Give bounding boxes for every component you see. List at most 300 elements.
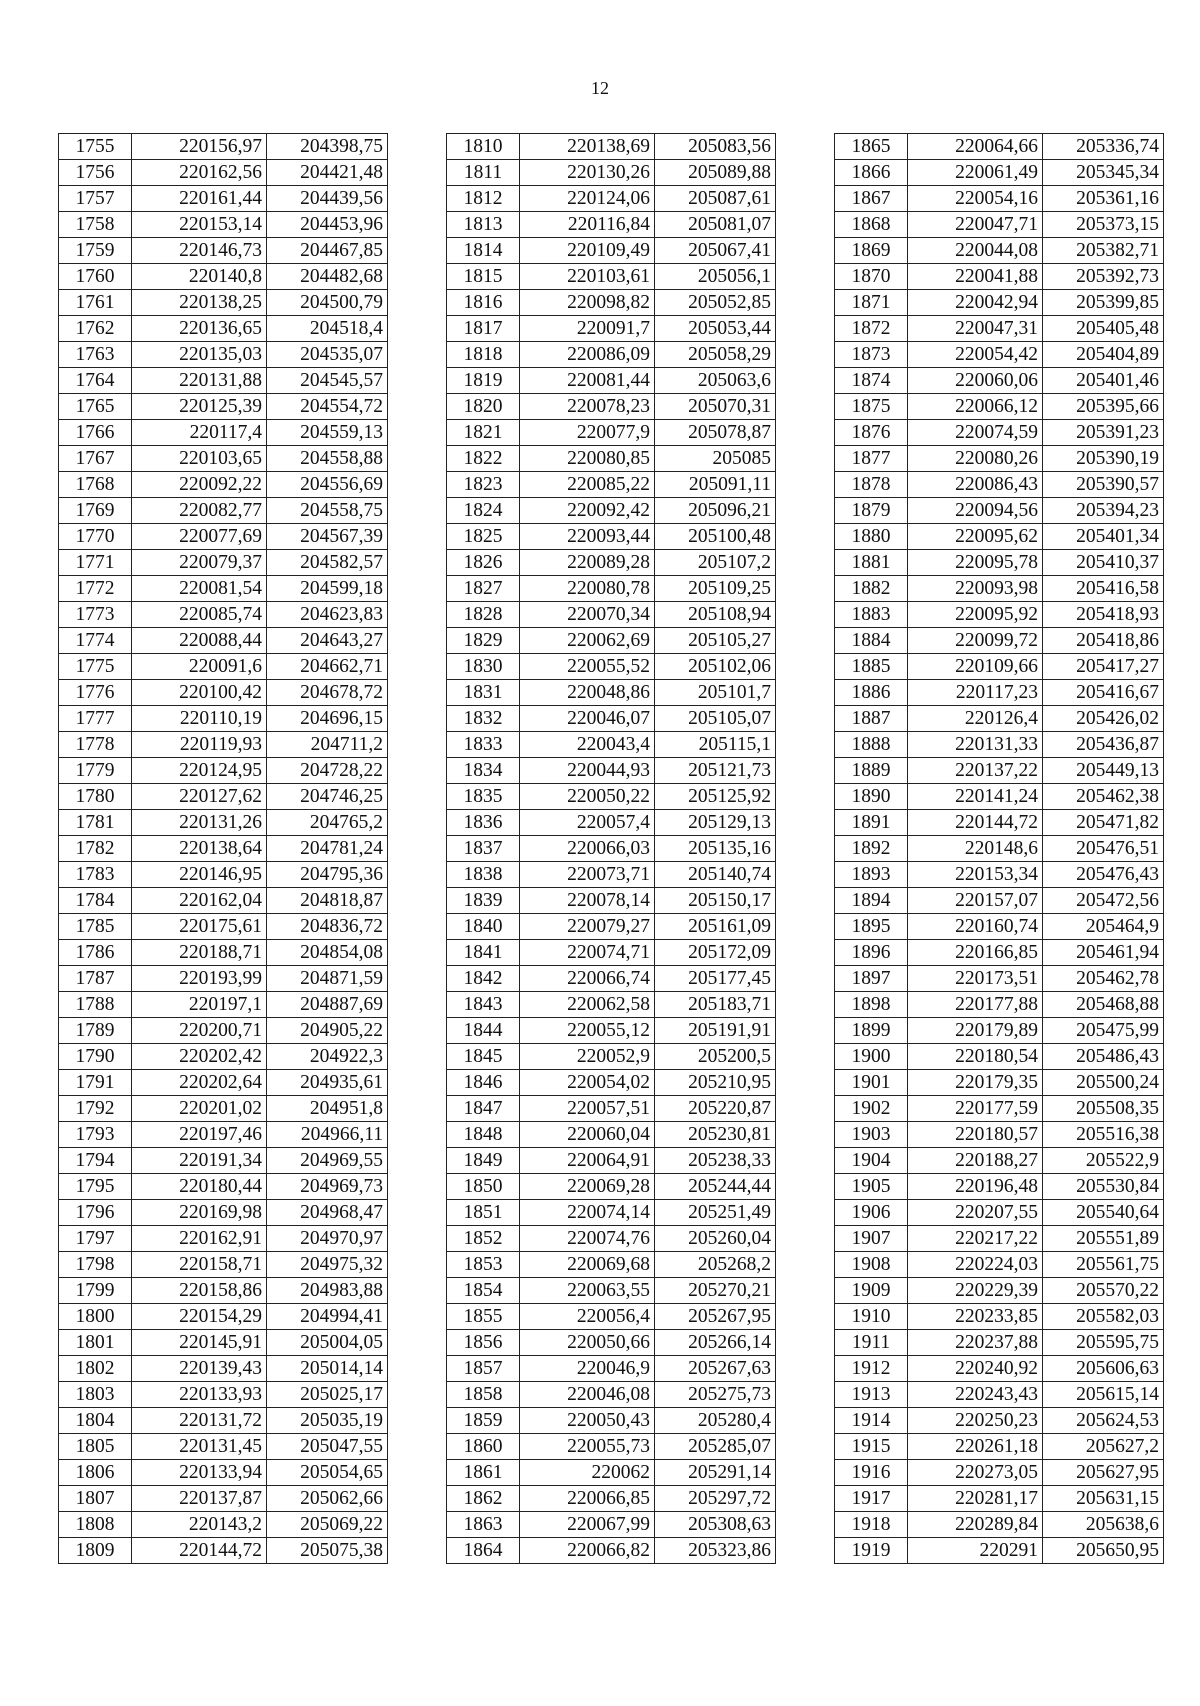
y-coordinate-cell: 205462,38 xyxy=(1043,784,1164,810)
y-coordinate-cell: 205096,21 xyxy=(655,498,776,524)
y-coordinate-cell: 205267,95 xyxy=(655,1304,776,1330)
point-number-cell: 1894 xyxy=(835,888,908,914)
y-coordinate-cell: 205238,33 xyxy=(655,1148,776,1174)
y-coordinate-cell: 205268,2 xyxy=(655,1252,776,1278)
table-row xyxy=(835,1330,1164,1356)
x-coordinate-cell: 220088,44 xyxy=(132,628,267,654)
table-row xyxy=(59,1434,388,1460)
x-coordinate-cell: 220130,26 xyxy=(520,160,655,186)
point-number-cell: 1913 xyxy=(835,1382,908,1408)
x-coordinate-cell: 220079,27 xyxy=(520,914,655,940)
point-number-cell: 1764 xyxy=(59,368,132,394)
table-row xyxy=(447,914,776,940)
table-row xyxy=(59,732,388,758)
x-coordinate-cell: 220086,43 xyxy=(908,472,1043,498)
x-coordinate-cell: 220162,04 xyxy=(132,888,267,914)
y-coordinate-cell: 205291,14 xyxy=(655,1460,776,1486)
point-number-cell: 1825 xyxy=(447,524,520,550)
y-coordinate-cell: 204398,75 xyxy=(267,134,388,160)
point-number-cell: 1839 xyxy=(447,888,520,914)
x-coordinate-cell: 220057,51 xyxy=(520,1096,655,1122)
point-number-cell: 1833 xyxy=(447,732,520,758)
point-number-cell: 1881 xyxy=(835,550,908,576)
table-row xyxy=(59,1304,388,1330)
x-coordinate-cell: 220062,69 xyxy=(520,628,655,654)
point-number-cell: 1864 xyxy=(447,1538,520,1564)
y-coordinate-cell: 204623,83 xyxy=(267,602,388,628)
table-row xyxy=(835,238,1164,264)
x-coordinate-cell: 220243,43 xyxy=(908,1382,1043,1408)
table-row xyxy=(447,498,776,524)
x-coordinate-cell: 220095,62 xyxy=(908,524,1043,550)
x-coordinate-cell: 220054,16 xyxy=(908,186,1043,212)
x-coordinate-cell: 220054,02 xyxy=(520,1070,655,1096)
table-row xyxy=(835,134,1164,160)
y-coordinate-cell: 205085 xyxy=(655,446,776,472)
x-coordinate-cell: 220074,76 xyxy=(520,1226,655,1252)
table-row xyxy=(59,628,388,654)
point-number-cell: 1905 xyxy=(835,1174,908,1200)
x-coordinate-cell: 220200,71 xyxy=(132,1018,267,1044)
x-coordinate-cell: 220125,39 xyxy=(132,394,267,420)
x-coordinate-cell: 220117,23 xyxy=(908,680,1043,706)
x-coordinate-cell: 220080,85 xyxy=(520,446,655,472)
table-row xyxy=(835,888,1164,914)
x-coordinate-cell: 220169,98 xyxy=(132,1200,267,1226)
y-coordinate-cell: 205627,95 xyxy=(1043,1460,1164,1486)
y-coordinate-cell: 205530,84 xyxy=(1043,1174,1164,1200)
x-coordinate-cell: 220138,69 xyxy=(520,134,655,160)
x-coordinate-cell: 220157,07 xyxy=(908,888,1043,914)
y-coordinate-cell: 205410,37 xyxy=(1043,550,1164,576)
table-row xyxy=(447,212,776,238)
y-coordinate-cell: 205108,94 xyxy=(655,602,776,628)
x-coordinate-cell: 220166,85 xyxy=(908,940,1043,966)
y-coordinate-cell: 205150,17 xyxy=(655,888,776,914)
point-number-cell: 1858 xyxy=(447,1382,520,1408)
y-coordinate-cell: 204922,3 xyxy=(267,1044,388,1070)
point-number-cell: 1815 xyxy=(447,264,520,290)
point-number-cell: 1759 xyxy=(59,238,132,264)
x-coordinate-cell: 220177,88 xyxy=(908,992,1043,1018)
point-number-cell: 1779 xyxy=(59,758,132,784)
y-coordinate-cell: 204482,68 xyxy=(267,264,388,290)
table-row xyxy=(59,550,388,576)
point-number-cell: 1868 xyxy=(835,212,908,238)
x-coordinate-cell: 220136,65 xyxy=(132,316,267,342)
y-coordinate-cell: 204887,69 xyxy=(267,992,388,1018)
page-number: 12 xyxy=(591,78,609,98)
x-coordinate-cell: 220138,64 xyxy=(132,836,267,862)
point-number-cell: 1888 xyxy=(835,732,908,758)
point-number-cell: 1848 xyxy=(447,1122,520,1148)
y-coordinate-cell: 204558,75 xyxy=(267,498,388,524)
table-row xyxy=(447,602,776,628)
y-coordinate-cell: 205091,11 xyxy=(655,472,776,498)
y-coordinate-cell: 205267,63 xyxy=(655,1356,776,1382)
point-number-cell: 1817 xyxy=(447,316,520,342)
table-row xyxy=(59,680,388,706)
table-row xyxy=(59,966,388,992)
x-coordinate-cell: 220079,37 xyxy=(132,550,267,576)
point-number-cell: 1897 xyxy=(835,966,908,992)
y-coordinate-cell: 205107,2 xyxy=(655,550,776,576)
x-coordinate-cell: 220133,94 xyxy=(132,1460,267,1486)
table-row xyxy=(59,1044,388,1070)
table-row xyxy=(447,732,776,758)
y-coordinate-cell: 204871,59 xyxy=(267,966,388,992)
point-number-cell: 1783 xyxy=(59,862,132,888)
table-row xyxy=(835,368,1164,394)
point-number-cell: 1896 xyxy=(835,940,908,966)
point-number-cell: 1769 xyxy=(59,498,132,524)
x-coordinate-cell: 220179,89 xyxy=(908,1018,1043,1044)
x-coordinate-cell: 220081,44 xyxy=(520,368,655,394)
x-coordinate-cell: 220067,99 xyxy=(520,1512,655,1538)
point-number-cell: 1877 xyxy=(835,446,908,472)
table-row xyxy=(447,1252,776,1278)
table-row xyxy=(59,836,388,862)
x-coordinate-cell: 220158,86 xyxy=(132,1278,267,1304)
table-row xyxy=(835,836,1164,862)
y-coordinate-cell: 205087,61 xyxy=(655,186,776,212)
point-number-cell: 1814 xyxy=(447,238,520,264)
x-coordinate-cell: 220135,03 xyxy=(132,342,267,368)
table-row xyxy=(59,1018,388,1044)
y-coordinate-cell: 205638,6 xyxy=(1043,1512,1164,1538)
point-number-cell: 1813 xyxy=(447,212,520,238)
y-coordinate-cell: 204453,96 xyxy=(267,212,388,238)
table-row xyxy=(835,654,1164,680)
table-row xyxy=(59,940,388,966)
x-coordinate-cell: 220180,44 xyxy=(132,1174,267,1200)
y-coordinate-cell: 205270,21 xyxy=(655,1278,776,1304)
x-coordinate-cell: 220229,39 xyxy=(908,1278,1043,1304)
x-coordinate-cell: 220153,14 xyxy=(132,212,267,238)
y-coordinate-cell: 204643,27 xyxy=(267,628,388,654)
table-row xyxy=(447,1226,776,1252)
x-coordinate-cell: 220064,66 xyxy=(908,134,1043,160)
y-coordinate-cell: 205323,86 xyxy=(655,1538,776,1564)
table-row xyxy=(835,524,1164,550)
table-row xyxy=(59,1382,388,1408)
point-number-cell: 1831 xyxy=(447,680,520,706)
table-row xyxy=(835,1174,1164,1200)
coordinates-table-3 xyxy=(834,133,1164,1564)
table-row xyxy=(59,446,388,472)
point-number-cell: 1818 xyxy=(447,342,520,368)
table-row xyxy=(59,1070,388,1096)
point-number-cell: 1838 xyxy=(447,862,520,888)
x-coordinate-cell: 220074,14 xyxy=(520,1200,655,1226)
y-coordinate-cell: 205449,13 xyxy=(1043,758,1164,784)
y-coordinate-cell: 205516,38 xyxy=(1043,1122,1164,1148)
table-row xyxy=(59,524,388,550)
x-coordinate-cell: 220048,86 xyxy=(520,680,655,706)
point-number-cell: 1853 xyxy=(447,1252,520,1278)
y-coordinate-cell: 205078,87 xyxy=(655,420,776,446)
table-row xyxy=(447,1460,776,1486)
table-row xyxy=(835,342,1164,368)
x-coordinate-cell: 220063,55 xyxy=(520,1278,655,1304)
table-row xyxy=(447,550,776,576)
x-coordinate-cell: 220086,09 xyxy=(520,342,655,368)
table-row xyxy=(59,1486,388,1512)
y-coordinate-cell: 205418,93 xyxy=(1043,602,1164,628)
y-coordinate-cell: 205115,1 xyxy=(655,732,776,758)
y-coordinate-cell: 205054,65 xyxy=(267,1460,388,1486)
y-coordinate-cell: 205200,5 xyxy=(655,1044,776,1070)
point-number-cell: 1794 xyxy=(59,1148,132,1174)
point-number-cell: 1797 xyxy=(59,1226,132,1252)
y-coordinate-cell: 205121,73 xyxy=(655,758,776,784)
table-row xyxy=(835,1382,1164,1408)
y-coordinate-cell: 205063,6 xyxy=(655,368,776,394)
point-number-cell: 1807 xyxy=(59,1486,132,1512)
x-coordinate-cell: 220201,02 xyxy=(132,1096,267,1122)
point-number-cell: 1801 xyxy=(59,1330,132,1356)
y-coordinate-cell: 205308,63 xyxy=(655,1512,776,1538)
table-row xyxy=(447,940,776,966)
point-number-cell: 1782 xyxy=(59,836,132,862)
y-coordinate-cell: 205336,74 xyxy=(1043,134,1164,160)
x-coordinate-cell: 220055,73 xyxy=(520,1434,655,1460)
point-number-cell: 1841 xyxy=(447,940,520,966)
table-row xyxy=(447,680,776,706)
point-number-cell: 1875 xyxy=(835,394,908,420)
coordinates-table-1 xyxy=(58,133,388,1564)
y-coordinate-cell: 205472,56 xyxy=(1043,888,1164,914)
x-coordinate-cell: 220073,71 xyxy=(520,862,655,888)
x-coordinate-cell: 220291 xyxy=(908,1538,1043,1564)
table-row xyxy=(59,1356,388,1382)
x-coordinate-cell: 220233,85 xyxy=(908,1304,1043,1330)
y-coordinate-cell: 205220,87 xyxy=(655,1096,776,1122)
x-coordinate-cell: 220154,29 xyxy=(132,1304,267,1330)
y-coordinate-cell: 204518,4 xyxy=(267,316,388,342)
table-row xyxy=(447,264,776,290)
table-row xyxy=(835,1408,1164,1434)
y-coordinate-cell: 204781,24 xyxy=(267,836,388,862)
point-number-cell: 1803 xyxy=(59,1382,132,1408)
point-number-cell: 1819 xyxy=(447,368,520,394)
point-number-cell: 1805 xyxy=(59,1434,132,1460)
y-coordinate-cell: 204854,08 xyxy=(267,940,388,966)
point-number-cell: 1806 xyxy=(59,1460,132,1486)
x-coordinate-cell: 220179,35 xyxy=(908,1070,1043,1096)
point-number-cell: 1908 xyxy=(835,1252,908,1278)
point-number-cell: 1904 xyxy=(835,1148,908,1174)
y-coordinate-cell: 205361,16 xyxy=(1043,186,1164,212)
y-coordinate-cell: 204968,47 xyxy=(267,1200,388,1226)
y-coordinate-cell: 204696,15 xyxy=(267,706,388,732)
point-number-cell: 1847 xyxy=(447,1096,520,1122)
point-number-cell: 1791 xyxy=(59,1070,132,1096)
y-coordinate-cell: 205624,53 xyxy=(1043,1408,1164,1434)
x-coordinate-cell: 220066,12 xyxy=(908,394,1043,420)
table-row xyxy=(447,238,776,264)
y-coordinate-cell: 204582,57 xyxy=(267,550,388,576)
table-row xyxy=(59,602,388,628)
x-coordinate-cell: 220091,6 xyxy=(132,654,267,680)
table-row xyxy=(447,186,776,212)
y-coordinate-cell: 205172,09 xyxy=(655,940,776,966)
x-coordinate-cell: 220145,91 xyxy=(132,1330,267,1356)
point-number-cell: 1829 xyxy=(447,628,520,654)
point-number-cell: 1785 xyxy=(59,914,132,940)
y-coordinate-cell: 205395,66 xyxy=(1043,394,1164,420)
x-coordinate-cell: 220146,95 xyxy=(132,862,267,888)
table-row xyxy=(835,420,1164,446)
point-number-cell: 1901 xyxy=(835,1070,908,1096)
point-number-cell: 1876 xyxy=(835,420,908,446)
y-coordinate-cell: 204975,32 xyxy=(267,1252,388,1278)
point-number-cell: 1811 xyxy=(447,160,520,186)
point-number-cell: 1789 xyxy=(59,1018,132,1044)
y-coordinate-cell: 204467,85 xyxy=(267,238,388,264)
point-number-cell: 1899 xyxy=(835,1018,908,1044)
table-row xyxy=(447,888,776,914)
x-coordinate-cell: 220261,18 xyxy=(908,1434,1043,1460)
table-row xyxy=(835,1200,1164,1226)
y-coordinate-cell: 204678,72 xyxy=(267,680,388,706)
y-coordinate-cell: 205067,41 xyxy=(655,238,776,264)
y-coordinate-cell: 205476,43 xyxy=(1043,862,1164,888)
y-coordinate-cell: 205462,78 xyxy=(1043,966,1164,992)
table-row xyxy=(447,1096,776,1122)
y-coordinate-cell: 204556,69 xyxy=(267,472,388,498)
table-row xyxy=(59,784,388,810)
coordinates-table-2 xyxy=(446,133,776,1564)
x-coordinate-cell: 220077,69 xyxy=(132,524,267,550)
table-row xyxy=(447,1044,776,1070)
x-coordinate-cell: 220188,27 xyxy=(908,1148,1043,1174)
x-coordinate-cell: 220103,61 xyxy=(520,264,655,290)
x-coordinate-cell: 220148,6 xyxy=(908,836,1043,862)
point-number-cell: 1840 xyxy=(447,914,520,940)
y-coordinate-cell: 204545,57 xyxy=(267,368,388,394)
y-coordinate-cell: 205004,05 xyxy=(267,1330,388,1356)
y-coordinate-cell: 205475,99 xyxy=(1043,1018,1164,1044)
point-number-cell: 1781 xyxy=(59,810,132,836)
point-number-cell: 1882 xyxy=(835,576,908,602)
table-row xyxy=(447,1122,776,1148)
y-coordinate-cell: 205035,19 xyxy=(267,1408,388,1434)
y-coordinate-cell: 205551,89 xyxy=(1043,1226,1164,1252)
table-row xyxy=(59,758,388,784)
table-row xyxy=(835,940,1164,966)
table-row xyxy=(59,160,388,186)
x-coordinate-cell: 220044,08 xyxy=(908,238,1043,264)
table-row xyxy=(835,264,1164,290)
table-row xyxy=(59,1252,388,1278)
y-coordinate-cell: 205392,73 xyxy=(1043,264,1164,290)
table-row xyxy=(835,498,1164,524)
point-number-cell: 1863 xyxy=(447,1512,520,1538)
point-number-cell: 1793 xyxy=(59,1122,132,1148)
y-coordinate-cell: 205426,02 xyxy=(1043,706,1164,732)
x-coordinate-cell: 220041,88 xyxy=(908,264,1043,290)
point-number-cell: 1845 xyxy=(447,1044,520,1070)
table-row xyxy=(835,1044,1164,1070)
x-coordinate-cell: 220078,14 xyxy=(520,888,655,914)
table-row xyxy=(59,264,388,290)
x-coordinate-cell: 220162,91 xyxy=(132,1226,267,1252)
x-coordinate-cell: 220098,82 xyxy=(520,290,655,316)
table-row xyxy=(59,810,388,836)
table-row xyxy=(447,1382,776,1408)
point-number-cell: 1836 xyxy=(447,810,520,836)
table-row xyxy=(447,576,776,602)
point-number-cell: 1768 xyxy=(59,472,132,498)
y-coordinate-cell: 205285,07 xyxy=(655,1434,776,1460)
x-coordinate-cell: 220173,51 xyxy=(908,966,1043,992)
x-coordinate-cell: 220050,43 xyxy=(520,1408,655,1434)
y-coordinate-cell: 205070,31 xyxy=(655,394,776,420)
point-number-cell: 1898 xyxy=(835,992,908,1018)
y-coordinate-cell: 205280,4 xyxy=(655,1408,776,1434)
y-coordinate-cell: 205522,9 xyxy=(1043,1148,1164,1174)
x-coordinate-cell: 220137,22 xyxy=(908,758,1043,784)
x-coordinate-cell: 220116,84 xyxy=(520,212,655,238)
point-number-cell: 1773 xyxy=(59,602,132,628)
x-coordinate-cell: 220091,7 xyxy=(520,316,655,342)
table-row xyxy=(835,1226,1164,1252)
y-coordinate-cell: 205627,2 xyxy=(1043,1434,1164,1460)
table-row xyxy=(447,1408,776,1434)
y-coordinate-cell: 205052,85 xyxy=(655,290,776,316)
point-number-cell: 1834 xyxy=(447,758,520,784)
y-coordinate-cell: 205486,43 xyxy=(1043,1044,1164,1070)
x-coordinate-cell: 220141,24 xyxy=(908,784,1043,810)
y-coordinate-cell: 205631,15 xyxy=(1043,1486,1164,1512)
point-number-cell: 1800 xyxy=(59,1304,132,1330)
point-number-cell: 1846 xyxy=(447,1070,520,1096)
x-coordinate-cell: 220047,31 xyxy=(908,316,1043,342)
y-coordinate-cell: 205053,44 xyxy=(655,316,776,342)
point-number-cell: 1869 xyxy=(835,238,908,264)
x-coordinate-cell: 220066,85 xyxy=(520,1486,655,1512)
y-coordinate-cell: 205582,03 xyxy=(1043,1304,1164,1330)
point-number-cell: 1887 xyxy=(835,706,908,732)
y-coordinate-cell: 205297,72 xyxy=(655,1486,776,1512)
y-coordinate-cell: 205500,24 xyxy=(1043,1070,1164,1096)
table-row xyxy=(59,1226,388,1252)
y-coordinate-cell: 205056,1 xyxy=(655,264,776,290)
y-coordinate-cell: 205399,85 xyxy=(1043,290,1164,316)
x-coordinate-cell: 220046,9 xyxy=(520,1356,655,1382)
x-coordinate-cell: 220193,99 xyxy=(132,966,267,992)
table-row xyxy=(447,1486,776,1512)
y-coordinate-cell: 205436,87 xyxy=(1043,732,1164,758)
y-coordinate-cell: 205404,89 xyxy=(1043,342,1164,368)
y-coordinate-cell: 205102,06 xyxy=(655,654,776,680)
x-coordinate-cell: 220062,58 xyxy=(520,992,655,1018)
point-number-cell: 1763 xyxy=(59,342,132,368)
x-coordinate-cell: 220131,72 xyxy=(132,1408,267,1434)
table-row xyxy=(835,1356,1164,1382)
table-row xyxy=(835,472,1164,498)
point-number-cell: 1828 xyxy=(447,602,520,628)
table-row xyxy=(59,186,388,212)
table-row xyxy=(59,472,388,498)
y-coordinate-cell: 205595,75 xyxy=(1043,1330,1164,1356)
x-coordinate-cell: 220119,93 xyxy=(132,732,267,758)
table-row xyxy=(59,290,388,316)
point-number-cell: 1857 xyxy=(447,1356,520,1382)
table-row xyxy=(447,316,776,342)
point-number-cell: 1765 xyxy=(59,394,132,420)
